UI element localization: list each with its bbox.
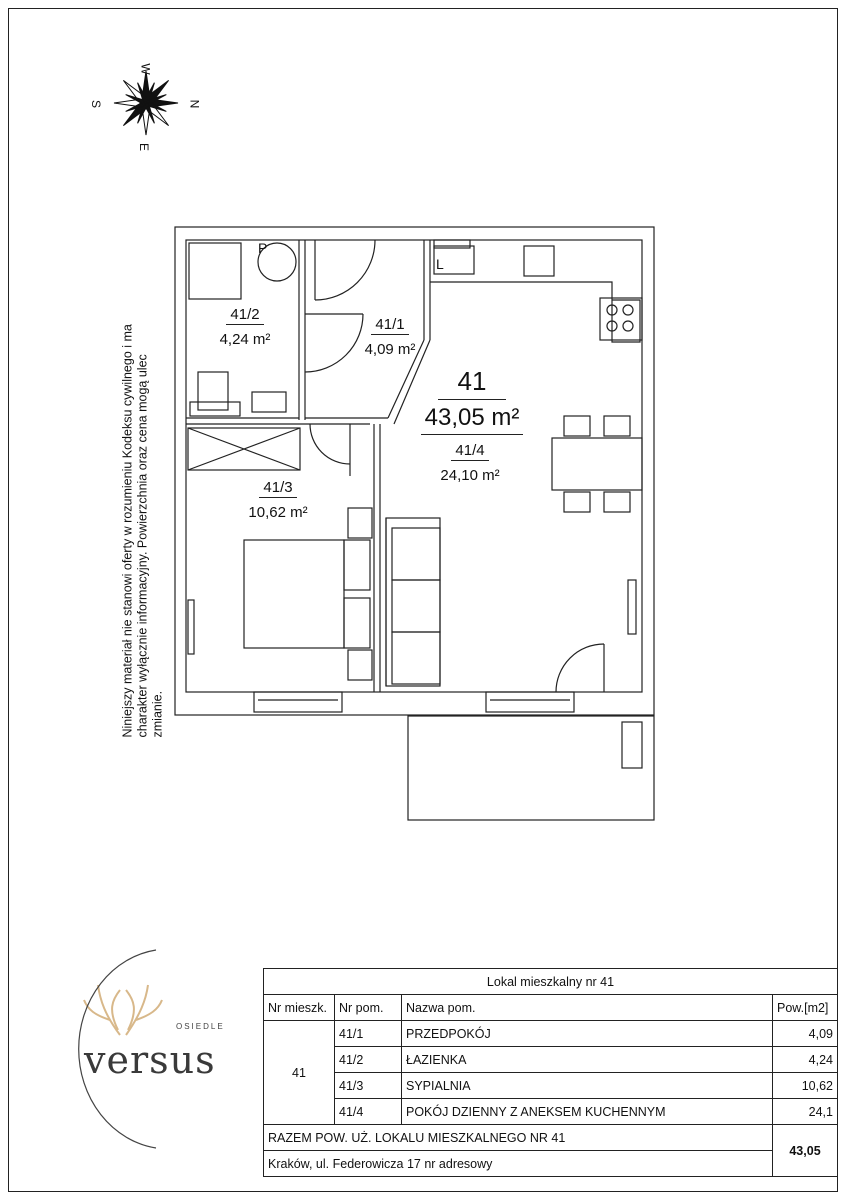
compass-rose-icon	[114, 71, 178, 135]
fixture-l-label: L	[436, 256, 444, 272]
balcony	[408, 716, 654, 820]
disclaimer-text: Niniejszy materiał nie stanowi oferty w rozumieniu Kodeksu cywilnego i ma charakter wyłącznie informacyjny. Powierzchnia oraz cena mogą ulec zmianie.	[120, 324, 165, 738]
apartment-spec-table	[263, 968, 838, 1177]
table-row: 41 41/1 PRZEDPOKÓJ 4,09	[264, 1021, 838, 1047]
apartment-number-cell: 41	[264, 1021, 335, 1125]
header-area: Pow.[m2]	[773, 995, 838, 1021]
room-41-3-label: 41/3 10,62 m²	[248, 479, 308, 521]
header-apt: Nr mieszk.	[264, 995, 335, 1021]
header-name: Nazwa pom.	[402, 995, 773, 1021]
logo-small-text: OSIEDLE	[176, 1022, 225, 1031]
compass-east-label: E	[137, 142, 152, 152]
total-label: RAZEM POW. UŻ. LOKALU MIESZKALNEGO NR 41	[264, 1125, 773, 1151]
table-row: 41/2 ŁAZIENKA 4,24	[264, 1047, 838, 1073]
fixture-p-label: P	[258, 240, 268, 256]
compass-north-label: N	[187, 99, 202, 109]
compass-south-label: S	[89, 99, 104, 109]
table-title: Lokal mieszkalny nr 41	[264, 969, 838, 995]
room-41-1-label: 41/1 4,09 m²	[364, 316, 416, 358]
compass-west-label: W	[138, 63, 153, 75]
table-row: 41/4 POKÓJ DZIENNY Z ANEKSEM KUCHENNYM 24,1	[264, 1099, 838, 1125]
address: Kraków, ul. Federowicza 17 nr adresowy	[264, 1151, 773, 1177]
apartment-summary-label: 41 43,05 m²	[412, 366, 532, 435]
room-41-4-label: 41/4 24,10 m²	[440, 442, 500, 484]
header-room: Nr pom.	[335, 995, 402, 1021]
table-row: 41/3 SYPIALNIA 10,62	[264, 1073, 838, 1099]
room-41-2-label: 41/2 4,24 m²	[219, 306, 271, 348]
outer-wall	[175, 227, 654, 715]
logo-antlers-icon	[84, 985, 162, 1035]
total-value: 43,05	[773, 1125, 838, 1177]
logo-name: versus	[84, 1038, 216, 1082]
